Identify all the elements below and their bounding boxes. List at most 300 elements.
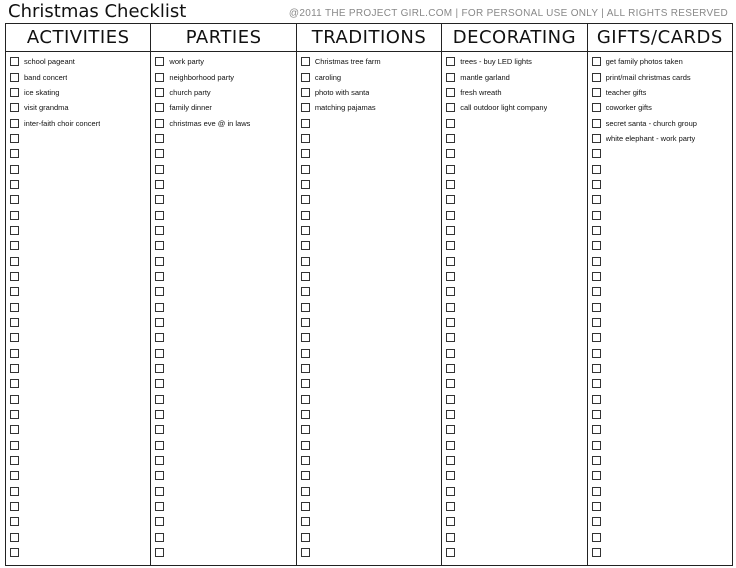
checkbox[interactable] [155,425,164,434]
checklist-row [442,468,586,483]
checkbox[interactable] [446,287,455,296]
checkbox[interactable] [155,548,164,557]
checklist-item-label: mantle garland [460,72,510,82]
checkbox[interactable] [592,456,601,465]
checkbox[interactable] [592,517,601,526]
checklist-row [297,69,441,84]
checkbox[interactable] [446,502,455,511]
checkbox[interactable] [592,73,601,82]
checkbox[interactable] [10,165,19,174]
checklist-row [297,207,441,222]
checklist-row [297,115,441,130]
copyright-notice: @2011 THE PROJECT GIRL.COM | FOR PERSONAL USE ONLY | ALL RIGHTS RESERVED [288,8,728,19]
checklist-row [6,100,150,115]
checklist-row [297,54,441,69]
checklist-row [297,438,441,453]
checklist-row [6,207,150,222]
checkbox[interactable] [446,333,455,342]
checklist-row [6,315,150,330]
checklist-row [442,407,586,422]
checkbox[interactable] [592,134,601,143]
checklist-row [297,269,441,284]
checklist-row [151,438,295,453]
checklist-row [297,468,441,483]
checklist-row [6,468,150,483]
checklist-row [588,315,732,330]
checkbox[interactable] [10,226,19,235]
checkbox[interactable] [10,241,19,250]
checklist-row [297,361,441,376]
checkbox[interactable] [155,73,164,82]
checklist-row [442,545,586,560]
column-header-parties: PARTIES [151,24,295,52]
checkbox[interactable] [155,103,164,112]
checkbox[interactable] [592,364,601,373]
checkbox[interactable] [446,103,455,112]
checkbox[interactable] [592,533,601,542]
checklist-row [151,177,295,192]
checkbox[interactable] [155,318,164,327]
checklist-item-label: matching pajamas [314,103,376,113]
checklist-row [588,115,732,130]
checklist-row [442,115,586,130]
checkbox[interactable] [592,103,601,112]
checkbox[interactable] [592,180,601,189]
checklist-row [442,253,586,268]
checkbox[interactable] [301,303,310,312]
checklist-row [151,284,295,299]
checkbox[interactable] [10,73,19,82]
checklist-row [442,422,586,437]
checklist-row [151,453,295,468]
checklist-row [297,407,441,422]
checkbox[interactable] [301,73,310,82]
checklist-row [588,545,732,560]
checkbox[interactable] [446,364,455,373]
checkbox[interactable] [10,410,19,419]
checkbox[interactable] [301,425,310,434]
checklist-row [442,177,586,192]
checkbox[interactable] [301,364,310,373]
checklist-row [297,238,441,253]
checklist-row [6,192,150,207]
checkbox[interactable] [446,456,455,465]
checklist-row [6,238,150,253]
checklist-row [442,100,586,115]
checklist-row [588,453,732,468]
checkbox[interactable] [10,487,19,496]
checklist-row [588,346,732,361]
checklist-row [151,315,295,330]
checkbox[interactable] [301,211,310,220]
checkbox[interactable] [446,471,455,480]
checkbox[interactable] [155,57,164,66]
checkbox[interactable] [155,517,164,526]
checklist-item-label: coworker gifts [605,103,652,113]
checkbox[interactable] [446,257,455,266]
checkbox[interactable] [446,410,455,419]
checkbox[interactable] [10,195,19,204]
checkbox[interactable] [301,410,310,419]
checkbox[interactable] [155,241,164,250]
checkbox[interactable] [10,119,19,128]
checkbox[interactable] [446,57,455,66]
checkbox[interactable] [155,257,164,266]
checkbox[interactable] [301,379,310,388]
checkbox[interactable] [301,287,310,296]
checklist-row [588,468,732,483]
checklist-item-label: secret santa - church group [605,118,697,128]
checkbox[interactable] [155,364,164,373]
checkbox[interactable] [446,134,455,143]
checkbox[interactable] [155,180,164,189]
checkbox[interactable] [301,395,310,404]
checklist-row [297,330,441,345]
checkbox[interactable] [155,471,164,480]
checkbox[interactable] [446,165,455,174]
checklist-row [588,530,732,545]
checkbox[interactable] [446,349,455,358]
column-gifts-cards [588,24,732,565]
checklist-item-label: band concert [24,72,68,82]
checkbox[interactable] [155,226,164,235]
checkbox[interactable] [10,134,19,143]
checkbox[interactable] [301,88,310,97]
checklist-row [442,330,586,345]
checkbox[interactable] [155,303,164,312]
checklist-row [151,161,295,176]
checklist-row [151,330,295,345]
column-header-activities: ACTIVITIES [6,24,150,52]
column-decorating [442,24,587,565]
checklist-row [588,284,732,299]
checklist-item-label: school pageant [24,57,75,67]
checkbox[interactable] [592,226,601,235]
checkbox[interactable] [592,88,601,97]
checkbox[interactable] [301,349,310,358]
checklist-row [151,223,295,238]
checklist-row [442,284,586,299]
checklist-row [6,85,150,100]
checkbox[interactable] [155,149,164,158]
checkbox[interactable] [10,364,19,373]
checklist-item-label: caroling [314,72,342,82]
checklist-row [588,422,732,437]
checklist-row [6,545,150,560]
checkbox[interactable] [301,487,310,496]
checklist-row [6,223,150,238]
checklist-row [151,253,295,268]
checklist-row [6,392,150,407]
checkbox[interactable] [446,211,455,220]
checklist-row [151,269,295,284]
checklist-row [297,177,441,192]
checkbox[interactable] [155,456,164,465]
checklist-row [442,161,586,176]
checkbox[interactable] [10,333,19,342]
checkbox[interactable] [155,333,164,342]
checklist-item-label: christmas eve @ in laws [169,118,251,128]
checkbox[interactable] [592,333,601,342]
checklist-row [297,530,441,545]
checkbox[interactable] [301,456,310,465]
checkbox[interactable] [10,303,19,312]
checklist-row [151,238,295,253]
checklist-row [588,484,732,499]
checklist-row [6,54,150,69]
checkbox[interactable] [10,379,19,388]
checkbox[interactable] [592,241,601,250]
checklist-row [6,407,150,422]
checkbox[interactable] [155,287,164,296]
checkbox[interactable] [10,57,19,66]
checklist-row [442,315,586,330]
checkbox[interactable] [592,149,601,158]
checkbox[interactable] [446,303,455,312]
checklist-row [297,453,441,468]
checkbox[interactable] [446,395,455,404]
checkbox[interactable] [592,395,601,404]
checklist-row [297,376,441,391]
checkbox[interactable] [446,441,455,450]
checklist-row [442,438,586,453]
checkbox[interactable] [301,471,310,480]
checklist-row [151,146,295,161]
checkbox[interactable] [446,226,455,235]
checkbox[interactable] [155,119,164,128]
checkbox[interactable] [155,165,164,174]
checklist-item-label: teacher gifts [605,87,647,97]
checkbox[interactable] [10,456,19,465]
checklist-row [6,346,150,361]
column-traditions [297,24,442,565]
checklist-row [6,438,150,453]
checkbox[interactable] [301,103,310,112]
checklist-row [588,514,732,529]
checklist-row [6,422,150,437]
checklist-item-label: visit grandma [24,103,69,113]
checkbox[interactable] [592,502,601,511]
checkbox[interactable] [592,410,601,419]
checklist-row [442,238,586,253]
checklist-row [151,207,295,222]
checkbox[interactable] [446,149,455,158]
checkbox[interactable] [592,471,601,480]
checkbox[interactable] [446,272,455,281]
checkbox[interactable] [155,487,164,496]
checklist-row [588,361,732,376]
checkbox[interactable] [301,165,310,174]
checkbox[interactable] [10,502,19,511]
checkbox[interactable] [301,502,310,511]
checklist-row [588,269,732,284]
checkbox[interactable] [592,119,601,128]
checkbox[interactable] [155,441,164,450]
checkbox[interactable] [301,119,310,128]
checklist-row [6,269,150,284]
checkbox[interactable] [592,195,601,204]
checklist-row [6,253,150,268]
checklist-row [442,530,586,545]
checklist-row [6,499,150,514]
checkbox[interactable] [592,211,601,220]
checklist-row [6,284,150,299]
checklist-row [442,484,586,499]
checklist-row [588,223,732,238]
checkbox[interactable] [301,257,310,266]
column-header-decorating: DECORATING [442,24,586,52]
checkbox[interactable] [446,73,455,82]
checklist-row [442,514,586,529]
checklist-row [442,453,586,468]
checklist-row [297,315,441,330]
checkbox[interactable] [301,134,310,143]
checklist-row [6,361,150,376]
checkbox[interactable] [155,395,164,404]
checklist-row [6,146,150,161]
checkbox[interactable] [155,134,164,143]
checkbox[interactable] [446,241,455,250]
checkbox[interactable] [592,548,601,557]
checkbox[interactable] [10,349,19,358]
checklist-item-label: ice skating [24,87,60,97]
checklist-row [442,207,586,222]
checklist-row [6,177,150,192]
checklist-row [588,177,732,192]
checkbox[interactable] [10,103,19,112]
checkbox[interactable] [446,548,455,557]
checkbox[interactable] [592,441,601,450]
checkbox[interactable] [10,425,19,434]
checklist-row [588,161,732,176]
checklist-row [588,192,732,207]
checkbox[interactable] [592,379,601,388]
checkbox[interactable] [592,272,601,281]
checkbox[interactable] [10,441,19,450]
checkbox[interactable] [446,533,455,542]
checkbox[interactable] [301,180,310,189]
checklist-row [151,100,295,115]
checklist-row [588,300,732,315]
checkbox[interactable] [10,211,19,220]
checkbox[interactable] [301,533,310,542]
checkbox[interactable] [10,318,19,327]
checklist-row [151,545,295,560]
checkbox[interactable] [155,533,164,542]
checkbox[interactable] [446,318,455,327]
checklist-row [588,499,732,514]
checkbox[interactable] [10,548,19,557]
checkbox[interactable] [10,272,19,281]
checkbox[interactable] [446,517,455,526]
checkbox[interactable] [301,195,310,204]
checkbox[interactable] [301,57,310,66]
column-header-traditions: TRADITIONS [297,24,441,52]
checkbox[interactable] [592,318,601,327]
checkbox[interactable] [10,257,19,266]
checkbox[interactable] [10,517,19,526]
checklist-row [6,131,150,146]
checkbox[interactable] [446,487,455,496]
checkbox[interactable] [10,471,19,480]
checkbox[interactable] [446,119,455,128]
checklist-item-label: fresh wreath [460,87,502,97]
checkbox[interactable] [10,88,19,97]
checklist-row [297,192,441,207]
checklist-row [151,115,295,130]
checkbox[interactable] [155,410,164,419]
checkbox[interactable] [446,425,455,434]
checkbox[interactable] [155,502,164,511]
checkbox[interactable] [155,195,164,204]
checklist-row [151,376,295,391]
checkbox[interactable] [155,88,164,97]
checkbox[interactable] [10,149,19,158]
checkbox[interactable] [10,287,19,296]
checkbox[interactable] [10,533,19,542]
column-header-gifts-cards: GIFTS/CARDS [588,24,732,52]
checkbox[interactable] [301,241,310,250]
checkbox[interactable] [446,180,455,189]
checklist-item-label: trees - buy LED lights [460,57,532,67]
checkbox[interactable] [592,57,601,66]
checklist-row [151,468,295,483]
checklist-item-label: photo with santa [314,87,370,97]
checkbox[interactable] [301,517,310,526]
checkbox[interactable] [446,88,455,97]
checkbox[interactable] [592,303,601,312]
checkbox[interactable] [155,349,164,358]
checklist-row [588,253,732,268]
checkbox[interactable] [446,195,455,204]
checkbox[interactable] [301,226,310,235]
checkbox[interactable] [301,272,310,281]
checkbox[interactable] [155,379,164,388]
checkbox[interactable] [10,180,19,189]
checklist-row [6,514,150,529]
checkbox[interactable] [592,487,601,496]
checklist-row [151,346,295,361]
checklist-row [6,530,150,545]
checkbox[interactable] [592,349,601,358]
checkbox[interactable] [301,318,310,327]
checkbox[interactable] [301,441,310,450]
checklist-row [297,346,441,361]
checkbox[interactable] [301,149,310,158]
checklist-row [588,238,732,253]
checkbox[interactable] [155,272,164,281]
checklist-row [151,361,295,376]
checkbox[interactable] [446,379,455,388]
checklist-item-label: work party [169,57,204,67]
checkbox[interactable] [592,425,601,434]
checkbox[interactable] [592,165,601,174]
column-activities [6,24,151,565]
checkbox[interactable] [301,333,310,342]
checkbox[interactable] [592,257,601,266]
checklist-item-label: white elephant - work party [605,133,696,143]
checklist-rows [6,52,150,560]
checkbox[interactable] [301,548,310,557]
checklist-item-label: Christmas tree farm [314,57,381,67]
checkbox[interactable] [592,287,601,296]
checklist-table [5,23,733,566]
checkbox[interactable] [10,395,19,404]
checklist-item-label: get family photos taken [605,57,683,67]
checklist-row [6,115,150,130]
checkbox[interactable] [155,211,164,220]
checklist-row [151,514,295,529]
